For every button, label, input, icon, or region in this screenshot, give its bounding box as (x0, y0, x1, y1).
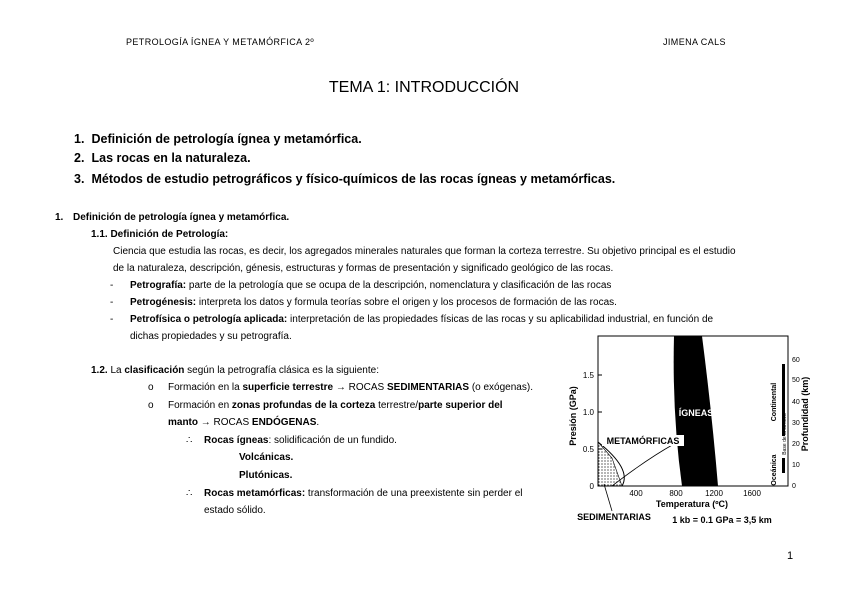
subsection-1-2 (91, 362, 379, 379)
circle-bullet: o (148, 400, 154, 411)
bullet-term: Petrogénesis: (130, 297, 197, 308)
text: Formación en la (168, 382, 243, 393)
tick-label: 10 (792, 462, 800, 469)
bullet-text: interpreta los datos y formula teorías sobre el origen y los procesos de formación de las rocas. (196, 297, 617, 308)
bottom-axis-ticks (629, 489, 761, 498)
text: . (316, 417, 320, 428)
text: según la petrografía clásica es la siguiente: (184, 365, 379, 376)
bullet-text: interpretación de las propiedades físicas de las rocas y su aplicabilidad industrial, en función de (287, 314, 714, 325)
text: : solidificación de un fundido. (268, 435, 397, 446)
definition-line-1: Ciencia que estudia las rocas, es decir, los agregados minerales naturales que forman la corteza terrestre. Su objetivo principal es el estudio (113, 246, 736, 257)
term: manto (168, 417, 198, 428)
toc-num: 3. (74, 172, 85, 186)
toc-item-2 (74, 151, 251, 165)
bullet-petrofisica-cont: dichas propiedades y su petrografía. (130, 331, 292, 342)
metamorphic-curve (612, 444, 674, 486)
term: Rocas metamórficas: (204, 488, 306, 499)
tick-label: 1600 (743, 489, 761, 498)
text: (o exógenas). (469, 382, 533, 393)
label-sedimentarias: SEDIMENTARIAS (577, 512, 651, 522)
tick-label: 1200 (705, 489, 723, 498)
tick-label: 20 (792, 441, 800, 448)
text: Formación en (168, 400, 232, 411)
circle-item-sedimentarias (148, 379, 533, 396)
rocas-metamorficas-cont: estado sólido. (204, 505, 266, 516)
right-axis-ticks (792, 357, 800, 490)
tick-label: 0 (792, 483, 796, 490)
definition-line-2: de la naturaleza, descripción, génesis, estructuras y formas de presentación y significado geológico de las rocas. (113, 263, 614, 274)
plutonicas-label: Plutónicas. (239, 470, 293, 481)
term: superficie terrestre (242, 382, 334, 393)
rocas-igneas-item (186, 432, 397, 449)
unit-conversion: 1 kb = 0.1 GPa = 3,5 km (672, 515, 772, 525)
page-title: TEMA 1: INTRODUCCIÓN (328, 79, 520, 96)
toc-text: Definición de petrología ígnea y metamórfica. (91, 132, 362, 146)
tick-label: 0 (589, 482, 594, 491)
bullet-petrografia: - Petrografía: parte de la petrología que se ocupa de la descripción, nomenclatura y clasificación de las rocas (110, 280, 612, 291)
tick-label: 800 (669, 489, 683, 498)
tick-label: 1.5 (582, 371, 594, 380)
tick-label: 50 (792, 377, 800, 384)
tick-label: 40 (792, 399, 800, 406)
therefore-icon: ∴ (186, 435, 193, 446)
subsection-heading-1-1: 1.1. Definición de Petrología: (91, 229, 229, 240)
toc-num: 2. (74, 151, 85, 165)
label-metamorficas: METAMÓRFICAS (606, 436, 680, 446)
therefore-icon: ∴ (186, 488, 193, 499)
circle-bullet: o (148, 382, 154, 393)
tick-label: 30 (792, 420, 800, 427)
y-axis-left-title: Presión (GPa) (568, 386, 578, 446)
text: → ROCAS (198, 417, 252, 428)
toc-item-1 (74, 132, 362, 146)
toc-text: Métodos de estudio petrográficos y físico-químicos de las rocas ígneas y metamórficas. (91, 172, 616, 186)
label-oceanica: Oceánica (771, 454, 778, 486)
tick-label: 60 (792, 357, 800, 364)
bullet-term: Petrofísica o petrología aplicada: (130, 314, 288, 325)
oceanic-crust-bar (782, 458, 785, 473)
text: transformación de una preexistente sin perder el (305, 488, 523, 499)
circle-item-endogenas-cont (168, 414, 319, 431)
y-axis-right-title: Profundidad (km) (800, 376, 810, 452)
text: La (110, 365, 125, 376)
toc-text: Las rocas en la naturaleza. (91, 151, 251, 165)
pressure-temperature-diagram (562, 334, 812, 530)
header-right: JIMENA CALS (663, 37, 726, 47)
bullet-petrogenesis: - Petrogénesis: interpreta los datos y formula teorías sobre el origen y los procesos de formación de las rocas. (110, 297, 617, 308)
tick-label: 0.5 (582, 445, 594, 454)
circle-item-endogenas (148, 397, 503, 414)
tick-label: 1.0 (582, 408, 594, 417)
term: parte superior del (418, 400, 503, 411)
toc-num: 1. (74, 132, 85, 146)
term: clasificación (124, 365, 185, 376)
text: terrestre/ (375, 400, 419, 411)
header-left: PETROLOGÍA ÍGNEA Y METAMÓRFICA 2º (126, 37, 315, 47)
bullet-term: Petrografía: (130, 280, 187, 291)
term: SEDIMENTARIAS (387, 382, 470, 393)
term: ENDÓGENAS (251, 417, 317, 428)
term: Rocas ígneas (204, 435, 269, 446)
bullet-text: parte de la petrología que se ocupa de la descripción, nomenclatura y clasificación de las rocas (186, 280, 612, 291)
rocas-metamorficas-item (186, 485, 523, 502)
text: → ROCAS (333, 382, 387, 393)
tick-label: 400 (629, 489, 643, 498)
x-axis-title: Temperatura (ºC) (655, 499, 729, 509)
subsection-number: 1.2. (91, 365, 108, 376)
volcanicas-label: Volcánicas. (239, 452, 294, 463)
page-number: 1 (787, 550, 794, 562)
term: zonas profundas de la corteza (231, 400, 376, 411)
label-igneas: ÍGNEAS (678, 408, 714, 418)
label-continental: Continental (771, 382, 778, 422)
bullet-petrofisica: - Petrofísica o petrología aplicada: interpretación de las propiedades físicas de las rocas y su aplicabilidad industrial, en función de (110, 314, 714, 325)
label-base-corteza: Base de la corteza (782, 413, 788, 455)
sedimentarias-pointer (604, 484, 612, 511)
section-number: 1. (55, 212, 64, 223)
section-title: Definición de petrología ígnea y metamórfica. (73, 212, 290, 223)
section-heading (55, 209, 289, 226)
toc-item-3 (74, 172, 615, 186)
